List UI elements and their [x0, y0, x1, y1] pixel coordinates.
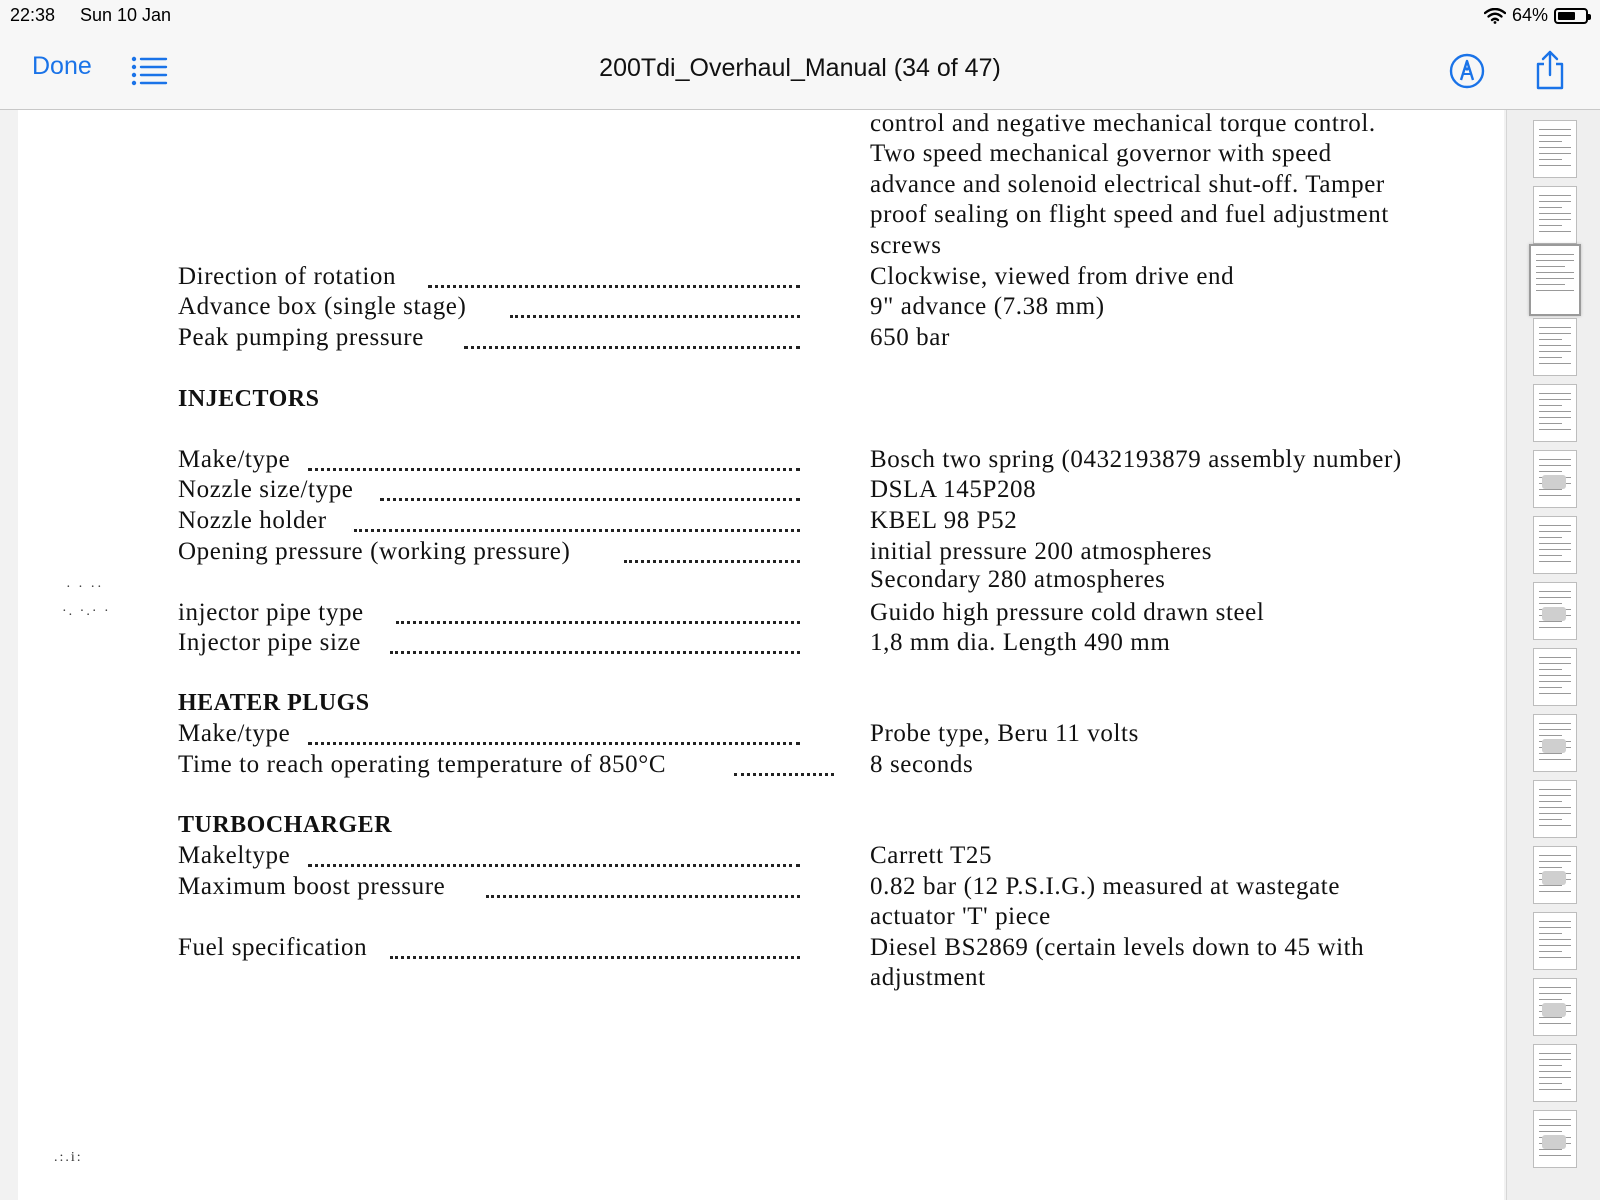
thumbnail-image — [1542, 1003, 1566, 1017]
thumbnail-text-line — [1539, 1083, 1562, 1084]
spec-value: initial pressure 200 atmospheres — [870, 538, 1213, 565]
leader-dots — [390, 956, 800, 959]
battery-percent: 64% — [1511, 5, 1548, 25]
thumbnail-text-line — [1539, 603, 1562, 604]
share-icon[interactable] — [1532, 48, 1568, 92]
thumbnail-image — [1542, 871, 1566, 885]
thumbnail-text-line — [1539, 129, 1571, 130]
status-date: Sun 10 Jan — [80, 5, 172, 25]
thumbnail-text-line — [1539, 891, 1571, 892]
thumbnail-text-line — [1539, 543, 1571, 544]
spec-row — [18, 507, 1504, 537]
thumbnail-text-line — [1539, 825, 1571, 826]
thumbnail-text-line — [1539, 135, 1571, 136]
thumbnail-text-line — [1539, 201, 1571, 202]
thumbnail-text-line — [1539, 225, 1562, 226]
spec-value: 650 bar — [870, 324, 950, 351]
thumbnail-text-line — [1539, 213, 1571, 214]
leader-dots — [354, 529, 800, 532]
section-heading: TURBOCHARGER — [178, 812, 393, 838]
thumbnail-text-line — [1539, 1065, 1562, 1066]
spec-row — [18, 566, 1504, 596]
thumbnail-text-line — [1539, 867, 1562, 868]
thumbnail-text-line — [1539, 207, 1562, 208]
description-line: control and negative mechanical torque control. — [870, 110, 1376, 137]
spec-value: Secondary 280 atmospheres — [870, 566, 1166, 593]
thumbnail-text-line — [1536, 272, 1574, 273]
scan-speck-icon: · · ·· — [66, 580, 104, 595]
thumbnail-text-line — [1539, 681, 1571, 682]
spec-row — [18, 629, 1504, 659]
thumbnail-text-line — [1539, 927, 1571, 928]
thumbnail-text-line — [1539, 345, 1571, 346]
thumbnail-text-line — [1539, 657, 1571, 658]
thumbnail-text-line — [1539, 1077, 1571, 1078]
thumbnail-text-line — [1539, 465, 1571, 466]
thumbnail-text-line — [1536, 254, 1574, 255]
thumbnail-text-line — [1539, 489, 1562, 490]
spec-value: Diesel BS2869 (certain levels down to 45 with — [870, 934, 1365, 961]
thumbnail-text-line — [1539, 147, 1571, 148]
thumbnail-text-line — [1539, 231, 1571, 232]
thumbnail-text-line — [1539, 525, 1571, 526]
page-thumbnail[interactable] — [1533, 384, 1577, 442]
spec-row — [18, 599, 1504, 629]
page-thumbnail[interactable] — [1533, 186, 1577, 244]
spec-value: 8 seconds — [870, 751, 974, 778]
thumbnail-text-line — [1539, 801, 1562, 802]
spec-row — [18, 324, 1504, 354]
spec-row — [18, 293, 1504, 323]
thumbnail-text-line — [1539, 861, 1571, 862]
spec-label: injector pipe type — [178, 599, 364, 626]
page-thumbnail-current[interactable] — [1529, 244, 1581, 316]
done-button[interactable]: Done — [32, 52, 92, 80]
thumbnail-text-line — [1539, 561, 1571, 562]
thumbnail-text-line — [1539, 1155, 1571, 1156]
thumbnail-text-line — [1539, 693, 1571, 694]
page-thumbnail[interactable] — [1533, 1044, 1577, 1102]
thumbnail-text-line — [1539, 1059, 1571, 1060]
thumbnail-text-line — [1539, 759, 1571, 760]
status-bar — [0, 0, 1600, 32]
spec-label: Direction of rotation — [178, 263, 397, 290]
thumbnail-text-line — [1539, 399, 1571, 400]
spec-row — [18, 751, 1504, 781]
thumbnail-text-line — [1539, 219, 1571, 220]
thumbnail-text-line — [1539, 933, 1562, 934]
page-thumbnail[interactable] — [1533, 450, 1577, 508]
thumbnail-text-line — [1539, 537, 1562, 538]
scan-speck-icon: .:.i: — [54, 1150, 83, 1165]
spec-label: Makeltype — [178, 842, 291, 869]
thumbnail-text-line — [1536, 260, 1574, 261]
thumbnail-text-line — [1539, 165, 1571, 166]
spec-label: Nozzle size/type — [178, 476, 354, 503]
spec-row — [18, 538, 1504, 568]
thumbnail-text-line — [1539, 1125, 1571, 1126]
spec-label: Time to reach operating temperature of 850°C — [178, 751, 667, 778]
thumbnail-text-line — [1539, 555, 1562, 556]
thumbnail-text-line — [1539, 1119, 1571, 1120]
spec-value: actuator 'T' piece — [870, 903, 1051, 930]
spec-value: Clockwise, viewed from drive end — [870, 263, 1235, 290]
thumbnail-text-line — [1539, 885, 1562, 886]
leader-dots — [308, 864, 800, 867]
spec-row — [18, 964, 1504, 994]
pdf-viewport[interactable] — [0, 110, 1506, 1200]
battery-nub — [1588, 14, 1591, 20]
leader-dots — [428, 285, 800, 288]
page-thumbnail[interactable] — [1533, 516, 1577, 574]
spec-label: Opening pressure (working pressure) — [178, 538, 571, 565]
thumbnail-text-line — [1539, 807, 1571, 808]
leader-dots — [510, 315, 800, 318]
thumbnail-text-line — [1539, 351, 1571, 352]
thumbnail-image — [1542, 739, 1566, 753]
leader-dots — [464, 346, 800, 349]
thumbnail-text-line — [1539, 939, 1571, 940]
page-thumbnail[interactable] — [1533, 978, 1577, 1036]
thumbnail-text-line — [1539, 495, 1571, 496]
thumbnail-text-line — [1539, 423, 1562, 424]
thumbnail-text-line — [1539, 153, 1571, 154]
thumbnail-text-line — [1539, 159, 1562, 160]
thumbnail-text-line — [1539, 663, 1571, 664]
leader-dots — [734, 773, 834, 776]
spec-value: KBEL 98 P52 — [870, 507, 1018, 534]
thumbnail-text-line — [1539, 855, 1571, 856]
thumbnail-text-line — [1539, 987, 1571, 988]
thumbnail-text-line — [1539, 333, 1571, 334]
thumbnail-text-line — [1539, 327, 1571, 328]
thumbnail-text-line — [1539, 993, 1571, 994]
thumbnail-text-line — [1539, 675, 1571, 676]
thumbnail-text-line — [1539, 1023, 1571, 1024]
spec-row — [18, 476, 1504, 506]
thumbnail-text-line — [1539, 1089, 1571, 1090]
thumbnail-text-line — [1539, 753, 1562, 754]
thumbnail-text-line — [1539, 687, 1562, 688]
thumbnail-image — [1542, 475, 1566, 489]
thumbnail-text-line — [1539, 951, 1562, 952]
thumbnail-text-line — [1539, 999, 1562, 1000]
leader-dots — [308, 468, 800, 471]
thumbnail-text-line — [1539, 357, 1562, 358]
page-thumbnail[interactable] — [1533, 648, 1577, 706]
page-thumbnail[interactable] — [1533, 714, 1577, 772]
leader-dots — [390, 651, 800, 654]
thumbnail-text-line — [1539, 1131, 1562, 1132]
spec-label: Advance box (single stage) — [178, 293, 467, 320]
status-time: 22:38 — [10, 5, 56, 25]
thumbnail-text-line — [1539, 795, 1571, 796]
thumbnail-text-line — [1539, 591, 1571, 592]
thumbnail-text-line — [1539, 459, 1571, 460]
section-heading: HEATER PLUGS — [178, 690, 370, 716]
spec-label: Make/type — [178, 720, 291, 747]
thumbnail-text-line — [1539, 1071, 1571, 1072]
page-thumbnail[interactable] — [1533, 1110, 1577, 1168]
thumbnail-text-line — [1536, 266, 1565, 267]
leader-dots — [380, 498, 800, 501]
spec-row — [18, 903, 1504, 933]
thumbnail-text-line — [1539, 531, 1571, 532]
thumbnail-text-line — [1539, 957, 1571, 958]
page-thumbnail[interactable] — [1533, 780, 1577, 838]
spec-row — [18, 934, 1504, 964]
spec-row — [18, 446, 1504, 476]
thumbnail-text-line — [1539, 429, 1571, 430]
spec-label: Nozzle holder — [178, 507, 327, 534]
spec-value: Carrett T25 — [870, 842, 993, 869]
markup-pen-icon[interactable] — [1448, 52, 1486, 90]
spec-value: Probe type, Beru 11 volts — [870, 720, 1139, 747]
page-thumbnail[interactable] — [1533, 120, 1577, 178]
thumbnail-text-line — [1539, 141, 1562, 142]
thumbnail-text-line — [1536, 278, 1574, 279]
thumbnail-text-line — [1539, 621, 1562, 622]
thumbnail-text-line — [1539, 669, 1562, 670]
thumbnail-text-line — [1539, 921, 1571, 922]
page-thumbnail[interactable] — [1533, 318, 1577, 376]
thumbnail-text-line — [1539, 597, 1571, 598]
description-line: proof sealing on flight speed and fuel adjustment — [870, 201, 1389, 228]
spec-value: DSLA 145P208 — [870, 476, 1037, 503]
spec-value: Guido high pressure cold drawn steel — [870, 599, 1265, 626]
thumbnail-text-line — [1539, 789, 1571, 790]
nav-bar — [0, 32, 1600, 110]
thumbnail-image — [1542, 1135, 1566, 1149]
spec-value: 0.82 bar (12 P.S.I.G.) measured at wastegate — [870, 873, 1341, 900]
spec-value: Bosch two spring (0432193879 assembly number) — [870, 446, 1402, 473]
thumbnail-text-line — [1539, 363, 1571, 364]
thumbnail-text-line — [1536, 290, 1574, 291]
thumbnail-text-line — [1539, 819, 1562, 820]
spec-label: Make/type — [178, 446, 291, 473]
section-heading: INJECTORS — [178, 386, 320, 412]
thumbnail-text-line — [1539, 411, 1571, 412]
thumbnail-image — [1542, 607, 1566, 621]
thumbnail-text-line — [1539, 945, 1571, 946]
thumbnail-text-line — [1539, 471, 1562, 472]
spec-row — [18, 720, 1504, 750]
leader-dots — [486, 895, 800, 898]
thumbnail-text-line — [1539, 729, 1571, 730]
thumbnail-text-line — [1539, 417, 1571, 418]
spec-label: Injector pipe size — [178, 629, 361, 656]
thumbnail-text-line — [1539, 549, 1571, 550]
page-thumbnail[interactable] — [1533, 846, 1577, 904]
thumbnail-text-line — [1536, 284, 1565, 285]
wifi-icon — [1484, 8, 1506, 24]
battery-icon — [1554, 8, 1588, 24]
thumbnail-text-line — [1539, 1053, 1571, 1054]
thumbnail-text-line — [1539, 195, 1571, 196]
pdf-page — [18, 110, 1504, 1200]
description-line: advance and solenoid electrical shut-off. Tamper — [870, 171, 1385, 198]
spec-label: Maximum boost pressure — [178, 873, 446, 900]
thumbnail-text-line — [1539, 1017, 1562, 1018]
page-thumbnail[interactable] — [1533, 582, 1577, 640]
thumbnail-text-line — [1539, 339, 1562, 340]
spec-value: 1,8 mm dia. Length 490 mm — [870, 629, 1171, 656]
thumbnail-text-line — [1539, 393, 1571, 394]
spec-label: Peak pumping pressure — [178, 324, 424, 351]
thumbnail-text-line — [1539, 735, 1562, 736]
page-thumbnail[interactable] — [1533, 912, 1577, 970]
thumbnail-text-line — [1539, 627, 1571, 628]
description-line: Two speed mechanical governor with speed — [870, 140, 1332, 167]
document-title: 200Tdi_Overhaul_Manual (34 of 47) — [599, 54, 1001, 82]
thumbnail-text-line — [1539, 813, 1571, 814]
spec-label: Fuel specification — [178, 934, 368, 961]
thumbnail-sidebar[interactable] — [1506, 110, 1600, 1200]
thumbnail-text-line — [1539, 405, 1562, 406]
spec-row — [18, 842, 1504, 872]
status-right — [1484, 5, 1588, 26]
spec-row — [18, 263, 1504, 293]
spec-value: adjustment — [870, 964, 986, 991]
leader-dots — [308, 742, 800, 745]
spec-row — [18, 873, 1504, 903]
scan-speck-icon: ·. ·.· · — [62, 604, 111, 619]
spec-value: 9" advance (7.38 mm) — [870, 293, 1105, 320]
description-line: screws — [870, 232, 942, 259]
battery-fill — [1558, 12, 1575, 20]
thumbnail-text-line — [1539, 1149, 1562, 1150]
leader-dots — [396, 621, 800, 624]
leader-dots — [624, 560, 800, 563]
thumbnail-text-line — [1539, 723, 1571, 724]
